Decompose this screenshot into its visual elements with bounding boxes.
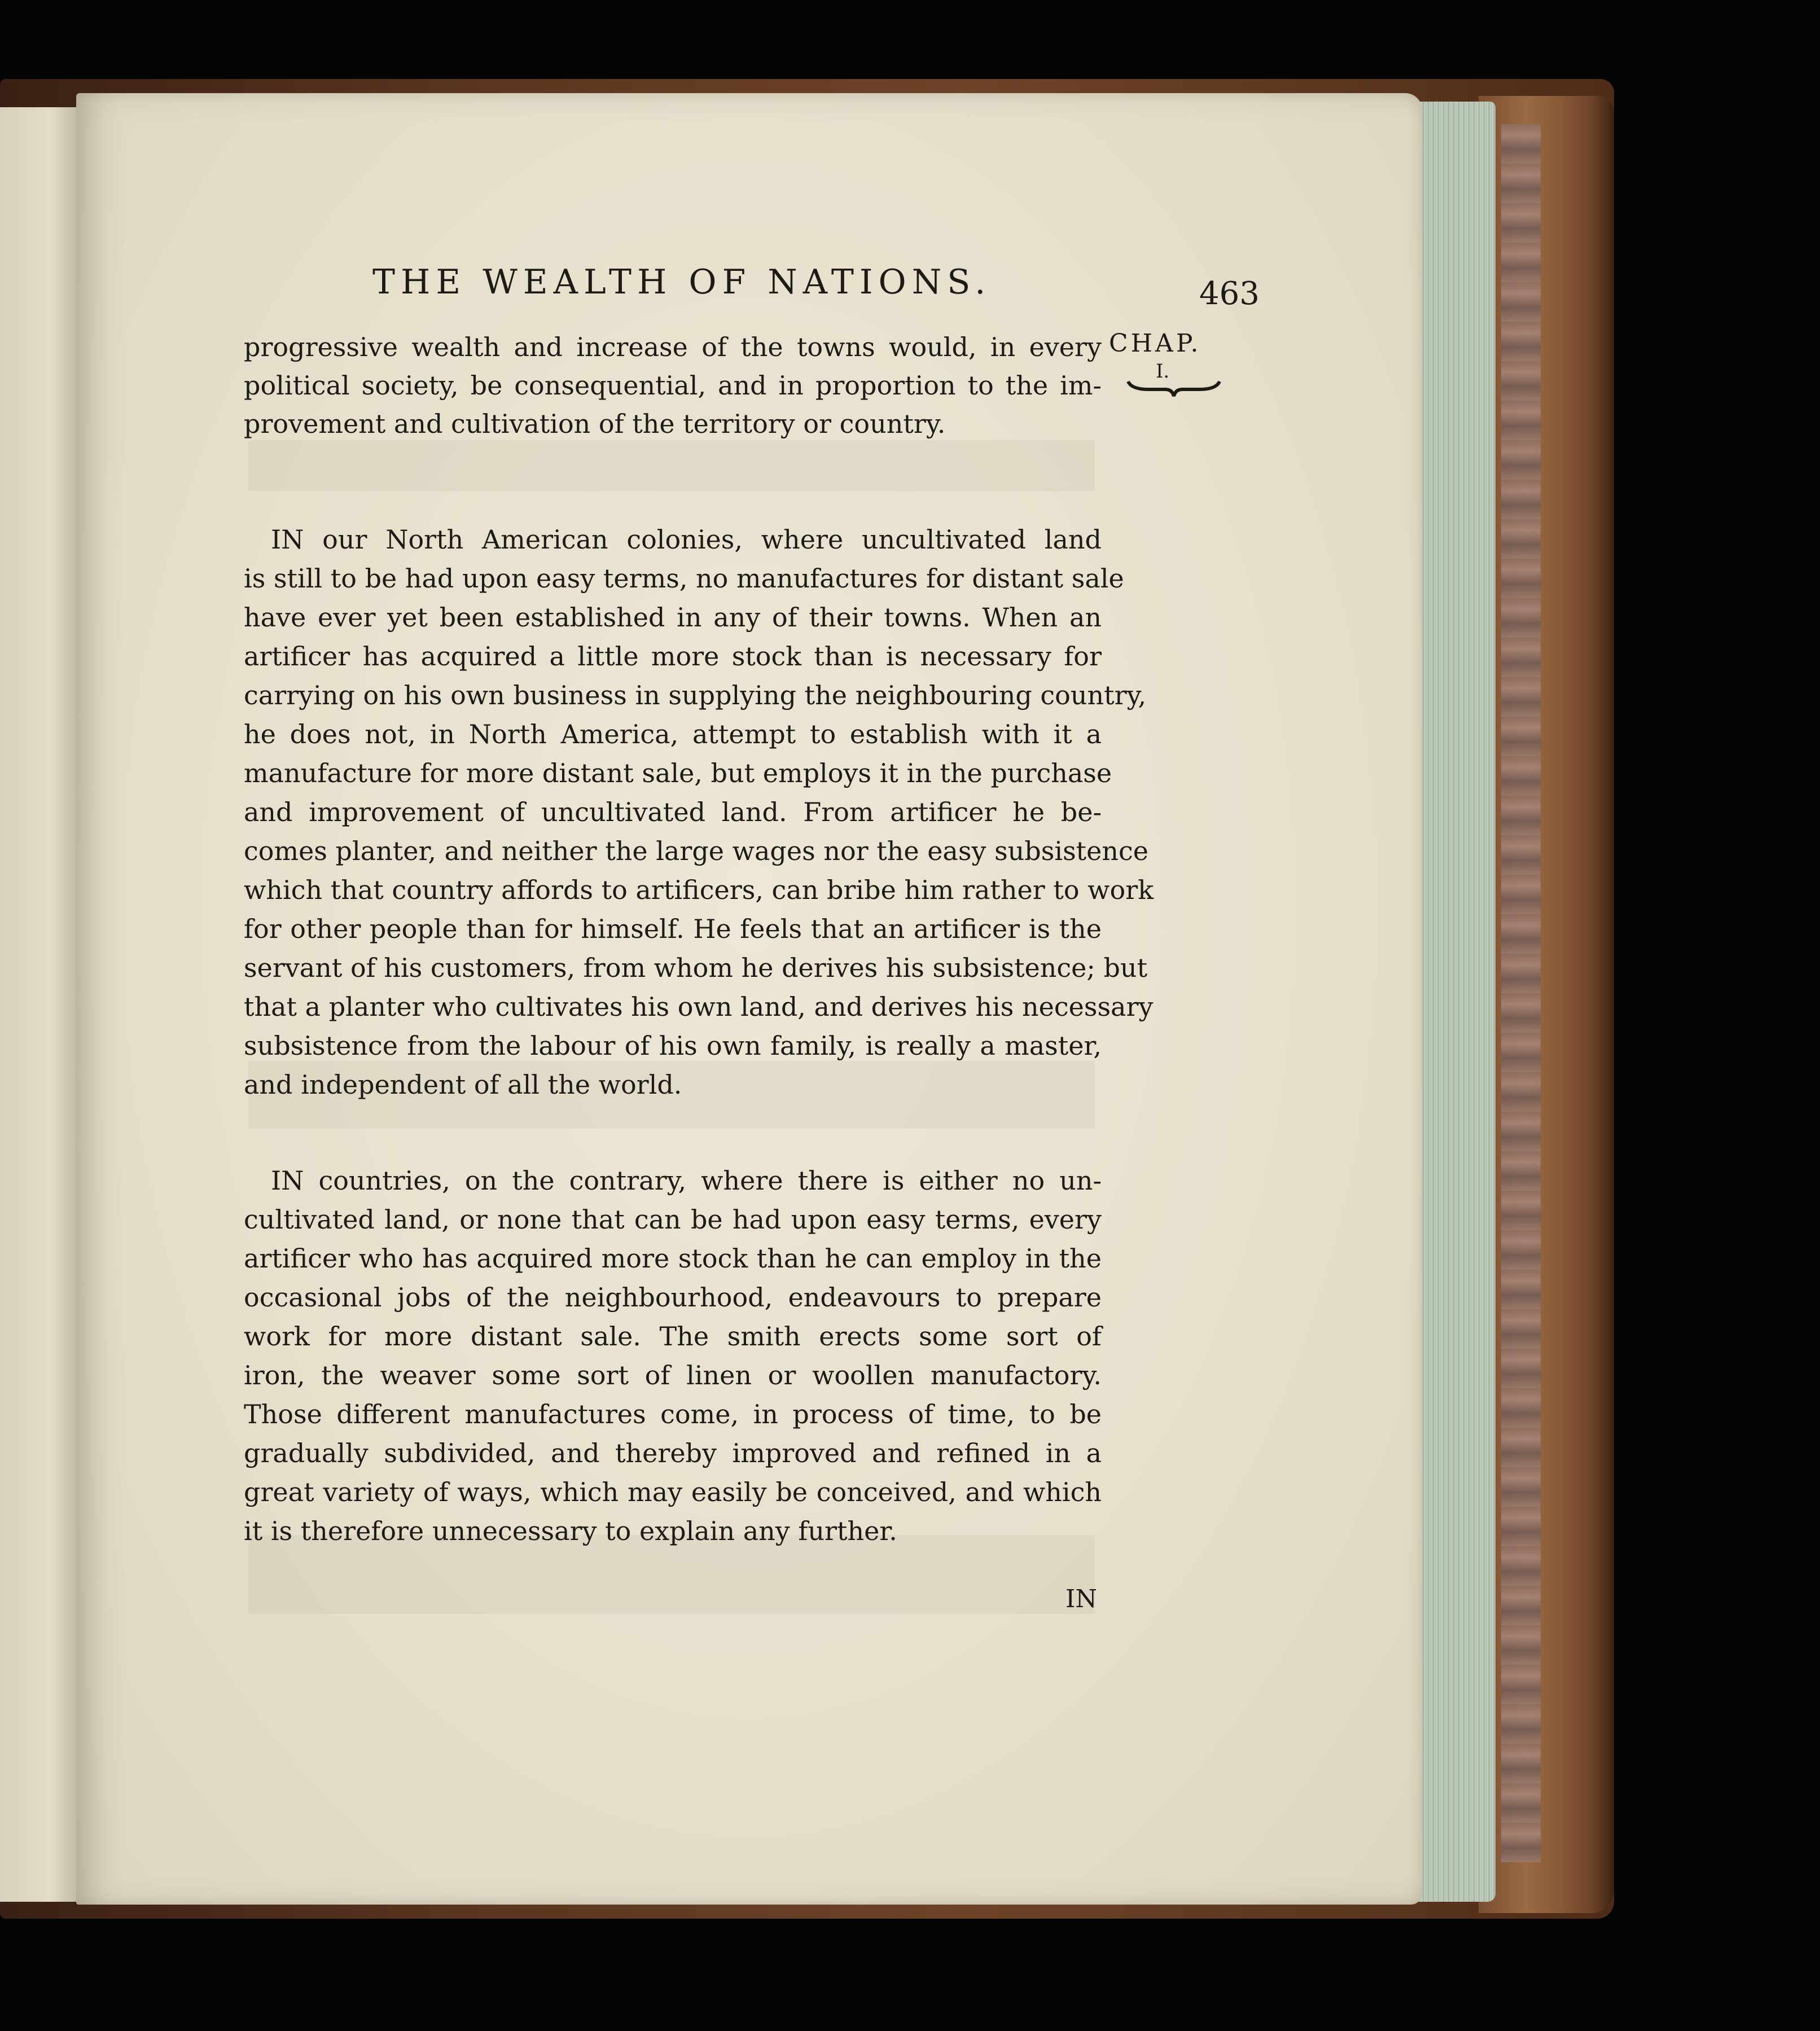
running-head: THE WEALTH OF NATIONS. [372,262,992,302]
text-line: comes planter, and neither the large wages nor the easy subsistence [244,836,1148,866]
text-line: IN our North American colonies, where uncultivated land [271,524,1102,555]
text-line: that a planter who cultivates his own land, and derives his necessary [244,992,1154,1022]
text-line: and improvement of uncultivated land. From artificer he be- [244,797,1102,827]
page-number: 463 [1199,275,1260,312]
catchword: IN [1065,1585,1097,1613]
brace-icon [1126,377,1222,400]
text-line: is still to be had upon easy terms, no manufactures for distant sale [244,563,1124,594]
text-line: Those different manufactures come, in process of time, to be [244,1399,1102,1429]
text-line: occasional jobs of the neighbourhood, endeavours to prepare [244,1282,1102,1313]
text-line: cultivated land, or none that can be had upon easy terms, every [244,1204,1102,1235]
text-line: and independent of all the world. [244,1069,682,1100]
margin-chapter-number: I. [1156,360,1170,383]
text-line: great variety of ways, which may easily be conceived, and which [244,1477,1102,1507]
cover-edge [1479,96,1614,1913]
text-line: he does not, in North America, attempt to establish with it a [244,719,1102,749]
text-line: work for more distant sale. The smith erects some sort of [244,1321,1102,1352]
text-line: gradually subdivided, and thereby improved and refined in a [244,1438,1102,1468]
text-line: servant of his customers, from whom he derives his subsistence; but [244,953,1148,983]
text-line: IN countries, on the contrary, where there is either no un- [271,1165,1102,1196]
text-line: progressive wealth and increase of the towns would, in every [244,332,1102,362]
marbled-board [1501,124,1541,1862]
left-page [0,107,85,1902]
text-line: which that country affords to artificers, can bribe him rather to work [244,875,1154,905]
text-line: it is therefore unnecessary to explain any further. [244,1516,897,1546]
text-line: manufacture for more distant sale, but employs it in the purchase [244,758,1112,788]
text-line: political society, be consequential, and in proportion to the im- [244,370,1102,401]
text-line: for other people than for himself. He feels that an artificer is the [244,914,1102,944]
text-line: carrying on his own business in supplying the neighbouring country, [244,680,1147,710]
show-through [248,440,1095,491]
margin-chapter-label: CHAP. [1109,329,1201,358]
text-line: subsistence from the labour of his own family, is really a master, [244,1030,1102,1061]
text-line: artificer who has acquired more stock than he can employ in the [244,1243,1102,1274]
text-line: provement and cultivation of the territory or country. [244,409,946,439]
text-line: iron, the weaver some sort of linen or woollen manufactory. [244,1360,1102,1390]
text-line: artificer has acquired a little more stock than is necessary for [244,641,1102,672]
text-line: have ever yet been established in any of their towns. When an [244,602,1102,633]
